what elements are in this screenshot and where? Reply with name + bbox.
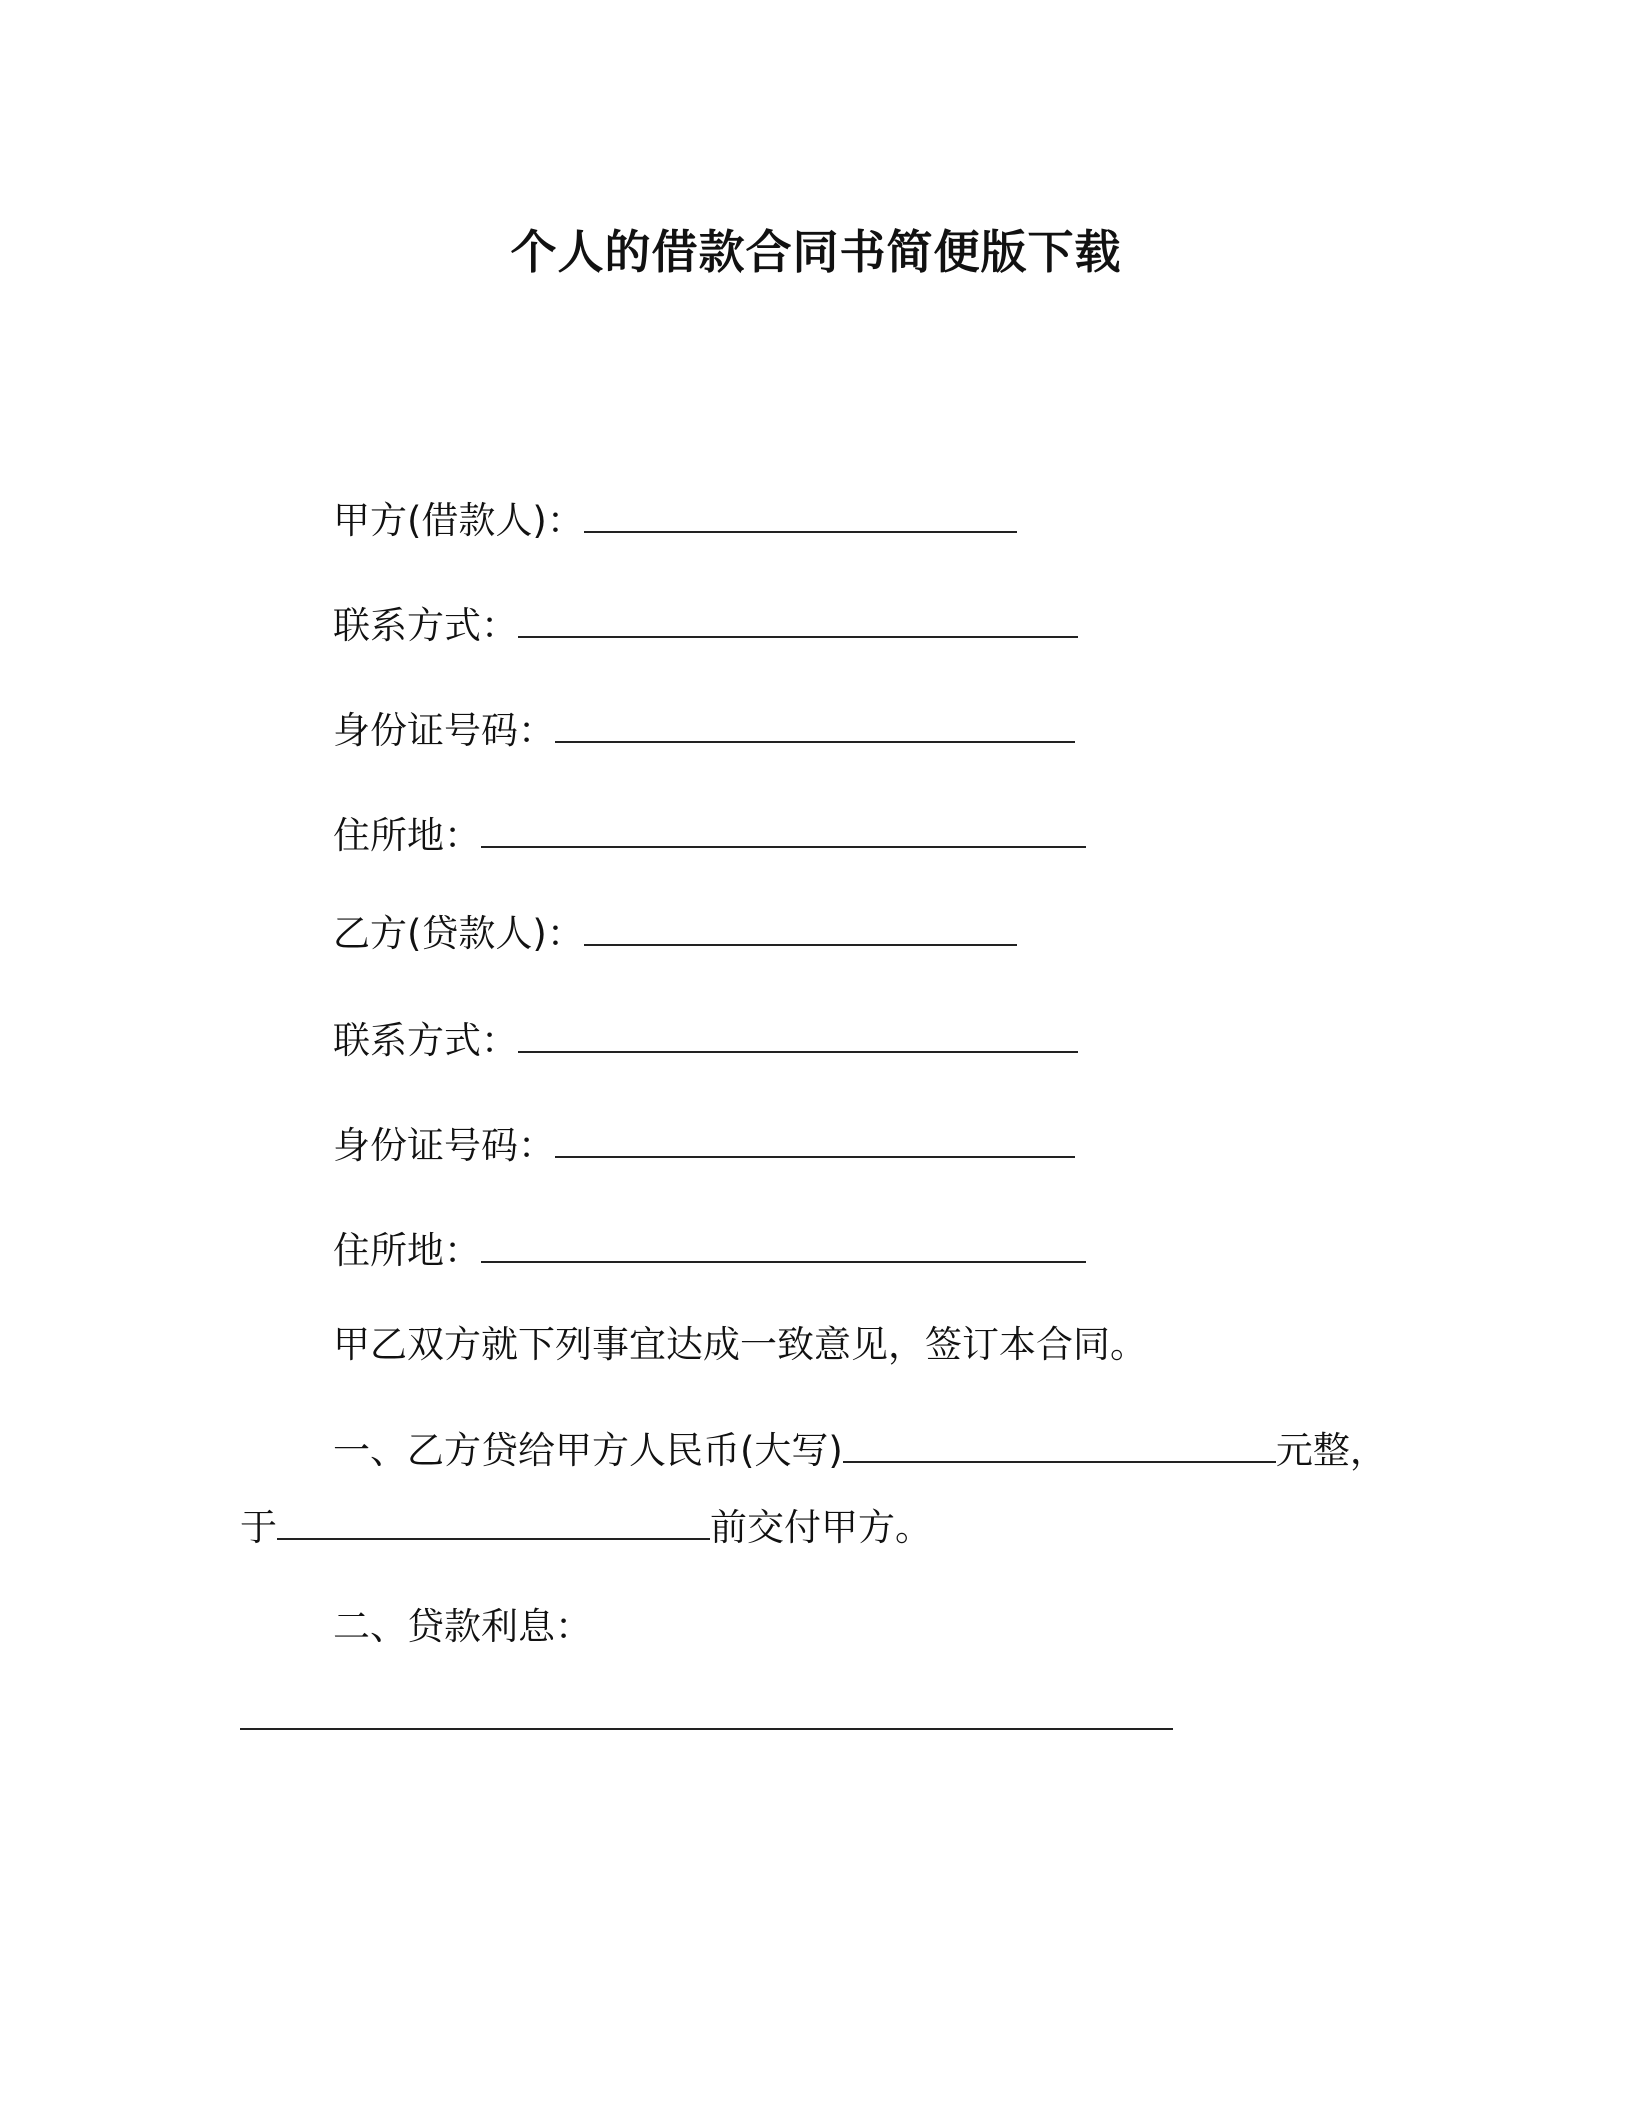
party-b-id-label: 身份证号码： [333,1124,555,1167]
clause-2-heading: 二、贷款利息： [333,1605,592,1648]
clause-1-prefix: 一、乙方贷给甲方人民币(大写) [333,1429,843,1472]
party-b-contact-row [333,1015,1078,1066]
party-b-contact-label: 联系方式： [333,1019,518,1062]
party-a-contact-row [333,600,1078,651]
party-b-name-blank[interactable] [584,908,1017,946]
party-a-id-row [333,705,1075,756]
party-a-address-blank[interactable] [481,810,1086,848]
document-title: 个人的借款合同书简便版下载 [510,225,1122,279]
clause-1-line-2 [240,1502,932,1553]
party-a-id-blank[interactable] [555,705,1075,743]
delivery-date-blank[interactable] [277,1502,710,1540]
party-a-contact-label: 联系方式： [333,604,518,647]
interest-blank[interactable] [240,1692,1173,1730]
party-a-name-blank[interactable] [584,495,1017,533]
party-a-name-row [333,495,1017,546]
party-a-id-label: 身份证号码： [333,709,555,752]
clause-1-line-1 [333,1425,1387,1476]
party-a-name-label: 甲方(借款人)： [333,499,584,542]
clause-1-line-2-prefix: 于 [240,1506,277,1549]
party-b-address-row [333,1225,1086,1276]
party-b-name-row [333,908,1017,959]
party-b-id-row [333,1120,1075,1171]
party-b-address-blank[interactable] [481,1225,1086,1263]
party-a-address-label: 住所地： [333,814,481,857]
clause-1-suffix: 元整， [1275,1429,1387,1472]
party-b-name-label: 乙方(贷款人)： [333,912,584,955]
intro-paragraph: 甲乙双方就下列事宜达成一致意见，签订本合同。 [333,1323,1147,1366]
party-a-address-row [333,810,1086,861]
loan-amount-blank[interactable] [843,1425,1276,1463]
party-b-address-label: 住所地： [333,1229,481,1272]
clause-1-line-2-suffix: 前交付甲方。 [710,1506,932,1549]
party-a-contact-blank[interactable] [518,600,1078,638]
party-b-contact-blank[interactable] [518,1015,1078,1053]
party-b-id-blank[interactable] [555,1120,1075,1158]
clause-2-interest-row [240,1692,1173,1743]
